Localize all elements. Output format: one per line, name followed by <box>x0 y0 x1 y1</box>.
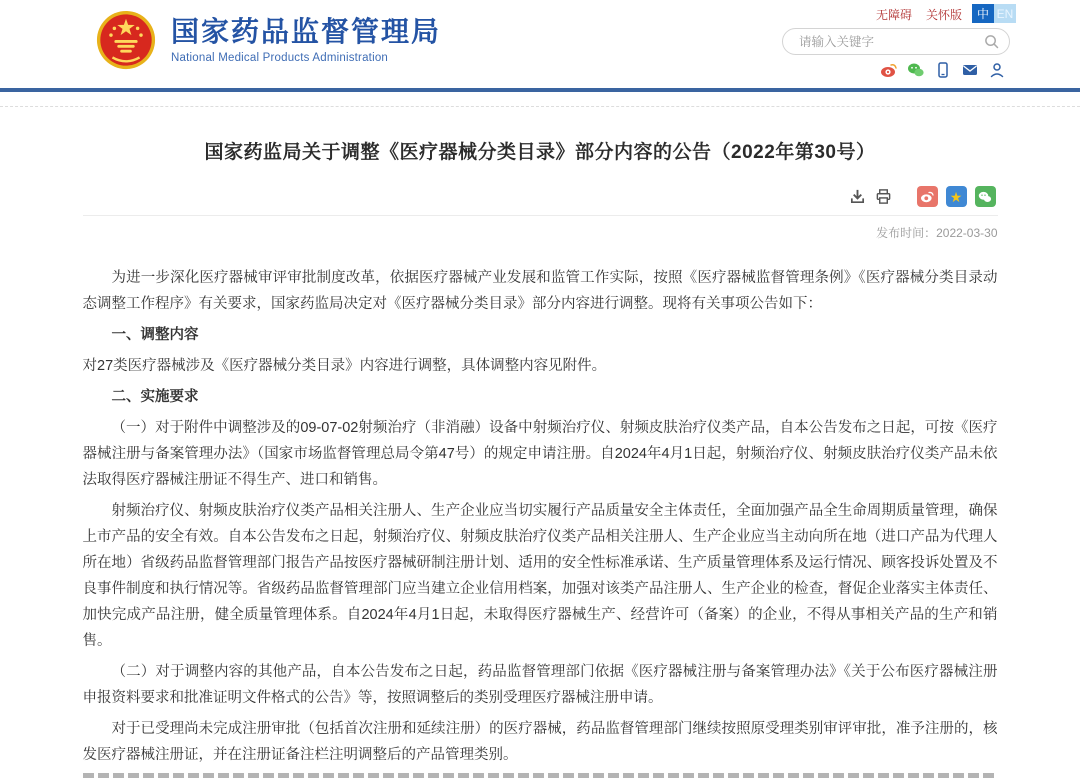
share-wechat-icon[interactable] <box>975 186 996 207</box>
paragraph: （二）对于调整内容的其他产品，自本公告发布之日起，药品监督管理部门依据《医疗器械注册与备案管理办法》《关于公布医疗器械注册申报资料要求和批准证明文件格式的公告》等，按照调整后的类别受理医疗器械注册申请。 <box>82 664 998 706</box>
mail-icon[interactable] <box>961 61 979 79</box>
share-qzone-icon[interactable]: ★ <box>946 186 967 207</box>
paragraph: （一）对于附件中调整涉及的09-07-02射频治疗（非消融）设备中射频治疗仪、射频皮肤治疗仪类产品，自本公告发布之日起，可按《医疗器械注册与备案管理办法》（国家市场监督管理总局令第47号）的规定申请注册。自2024年4月1日起，射频治疗仪、射频皮肤治疗仪类产品未依法取得医疗器械注册证不得生产、进口和销售。 <box>82 420 998 488</box>
paragraph: 射频治疗仪、射频皮肤治疗仪类产品相关注册人、生产企业应当切实履行产品质量安全主体责任，全面加强产品全生命周期质量管理，确保上市产品的安全有效。自本公告发布之日起，射频治疗仪、射频皮肤治疗仪类产品相关注册人、生产企业应当主动向所在地（进口产品为代理人所在地）省级药品监督管理部门报告产品按医疗器械研制注册计划、适用的安全性标准承诺、生产质量管理体系及运行情况、顾客投诉处置及不良事件制度和执行情况等。省级药品监督管理部门应当建立企业信用档案，加强对该类产品注册人、生产企业的检查，督促企业落实主体责任、加快完成产品注册，健全质量管理体系。自2024年4月1日起，未取得医疗器械生产、经营许可（备案）的企业，不得从事相关产品的生产和销售。 <box>82 503 998 649</box>
page-title: 国家药监局关于调整《医疗器械分类目录》部分内容的公告（2022年第30号） <box>204 142 876 163</box>
print-icon[interactable] <box>875 188 893 206</box>
section-heading: 一、调整内容 <box>111 327 199 343</box>
site-title-en: National Medical Products Administration <box>171 51 389 64</box>
search-input[interactable] <box>797 34 984 50</box>
article-container <box>83 137 998 778</box>
publish-date-label: 发布时间： <box>876 226 937 240</box>
article-toolbar <box>83 186 998 207</box>
article-body <box>83 265 998 778</box>
wechat-icon[interactable] <box>907 61 925 79</box>
mobile-icon[interactable] <box>934 61 952 79</box>
dashed-divider <box>0 106 1080 107</box>
share-weibo-icon[interactable] <box>917 186 938 207</box>
search-icon[interactable] <box>984 34 999 49</box>
title-divider <box>83 215 998 216</box>
clipped-text-line <box>83 773 998 778</box>
weibo-icon[interactable] <box>880 61 898 79</box>
publish-date-value: 2022-03-30 <box>936 226 998 240</box>
paragraph: 为进一步深化医疗器械审评审批制度改革，依据医疗器械产业发展和监管工作实际，按照《医疗器械监督管理条例》《医疗器械分类目录动态调整工作程序》有关要求，国家药监局决定对《医疗器械分类目录》部分内容进行调整。现将有关事项公告如下： <box>82 270 998 312</box>
lang-zh-button[interactable]: 中 <box>972 4 994 23</box>
accessibility-link[interactable]: 无障碍 <box>875 8 912 22</box>
lang-en-button[interactable]: EN <box>994 4 1016 23</box>
header-divider <box>0 88 1080 92</box>
search-box <box>782 28 1010 55</box>
site-logo[interactable] <box>95 9 441 71</box>
paragraph: 对于已受理尚未完成注册审批（包括首次注册和延续注册）的医疗器械，药品监督管理部门继续按照原受理类别审评审批，准予注册的，核发医疗器械注册证，并在注册证备注栏注明调整后的产品管理类别。 <box>82 721 998 763</box>
care-version-link[interactable]: 关怀版 <box>925 8 962 22</box>
user-icon[interactable] <box>988 61 1006 79</box>
national-emblem-icon <box>95 9 157 71</box>
language-toggle <box>972 4 1016 23</box>
paragraph: 对27类医疗器械涉及《医疗器械分类目录》内容进行调整，具体调整内容见附件。 <box>82 358 607 374</box>
download-icon[interactable] <box>849 188 867 206</box>
site-title-cn: 国家药品监督管理局 <box>171 16 442 48</box>
social-icons <box>880 61 1006 79</box>
site-header <box>0 0 1080 88</box>
publish-date-row <box>83 224 998 241</box>
utility-links <box>876 6 962 23</box>
section-heading: 二、实施要求 <box>111 389 199 405</box>
